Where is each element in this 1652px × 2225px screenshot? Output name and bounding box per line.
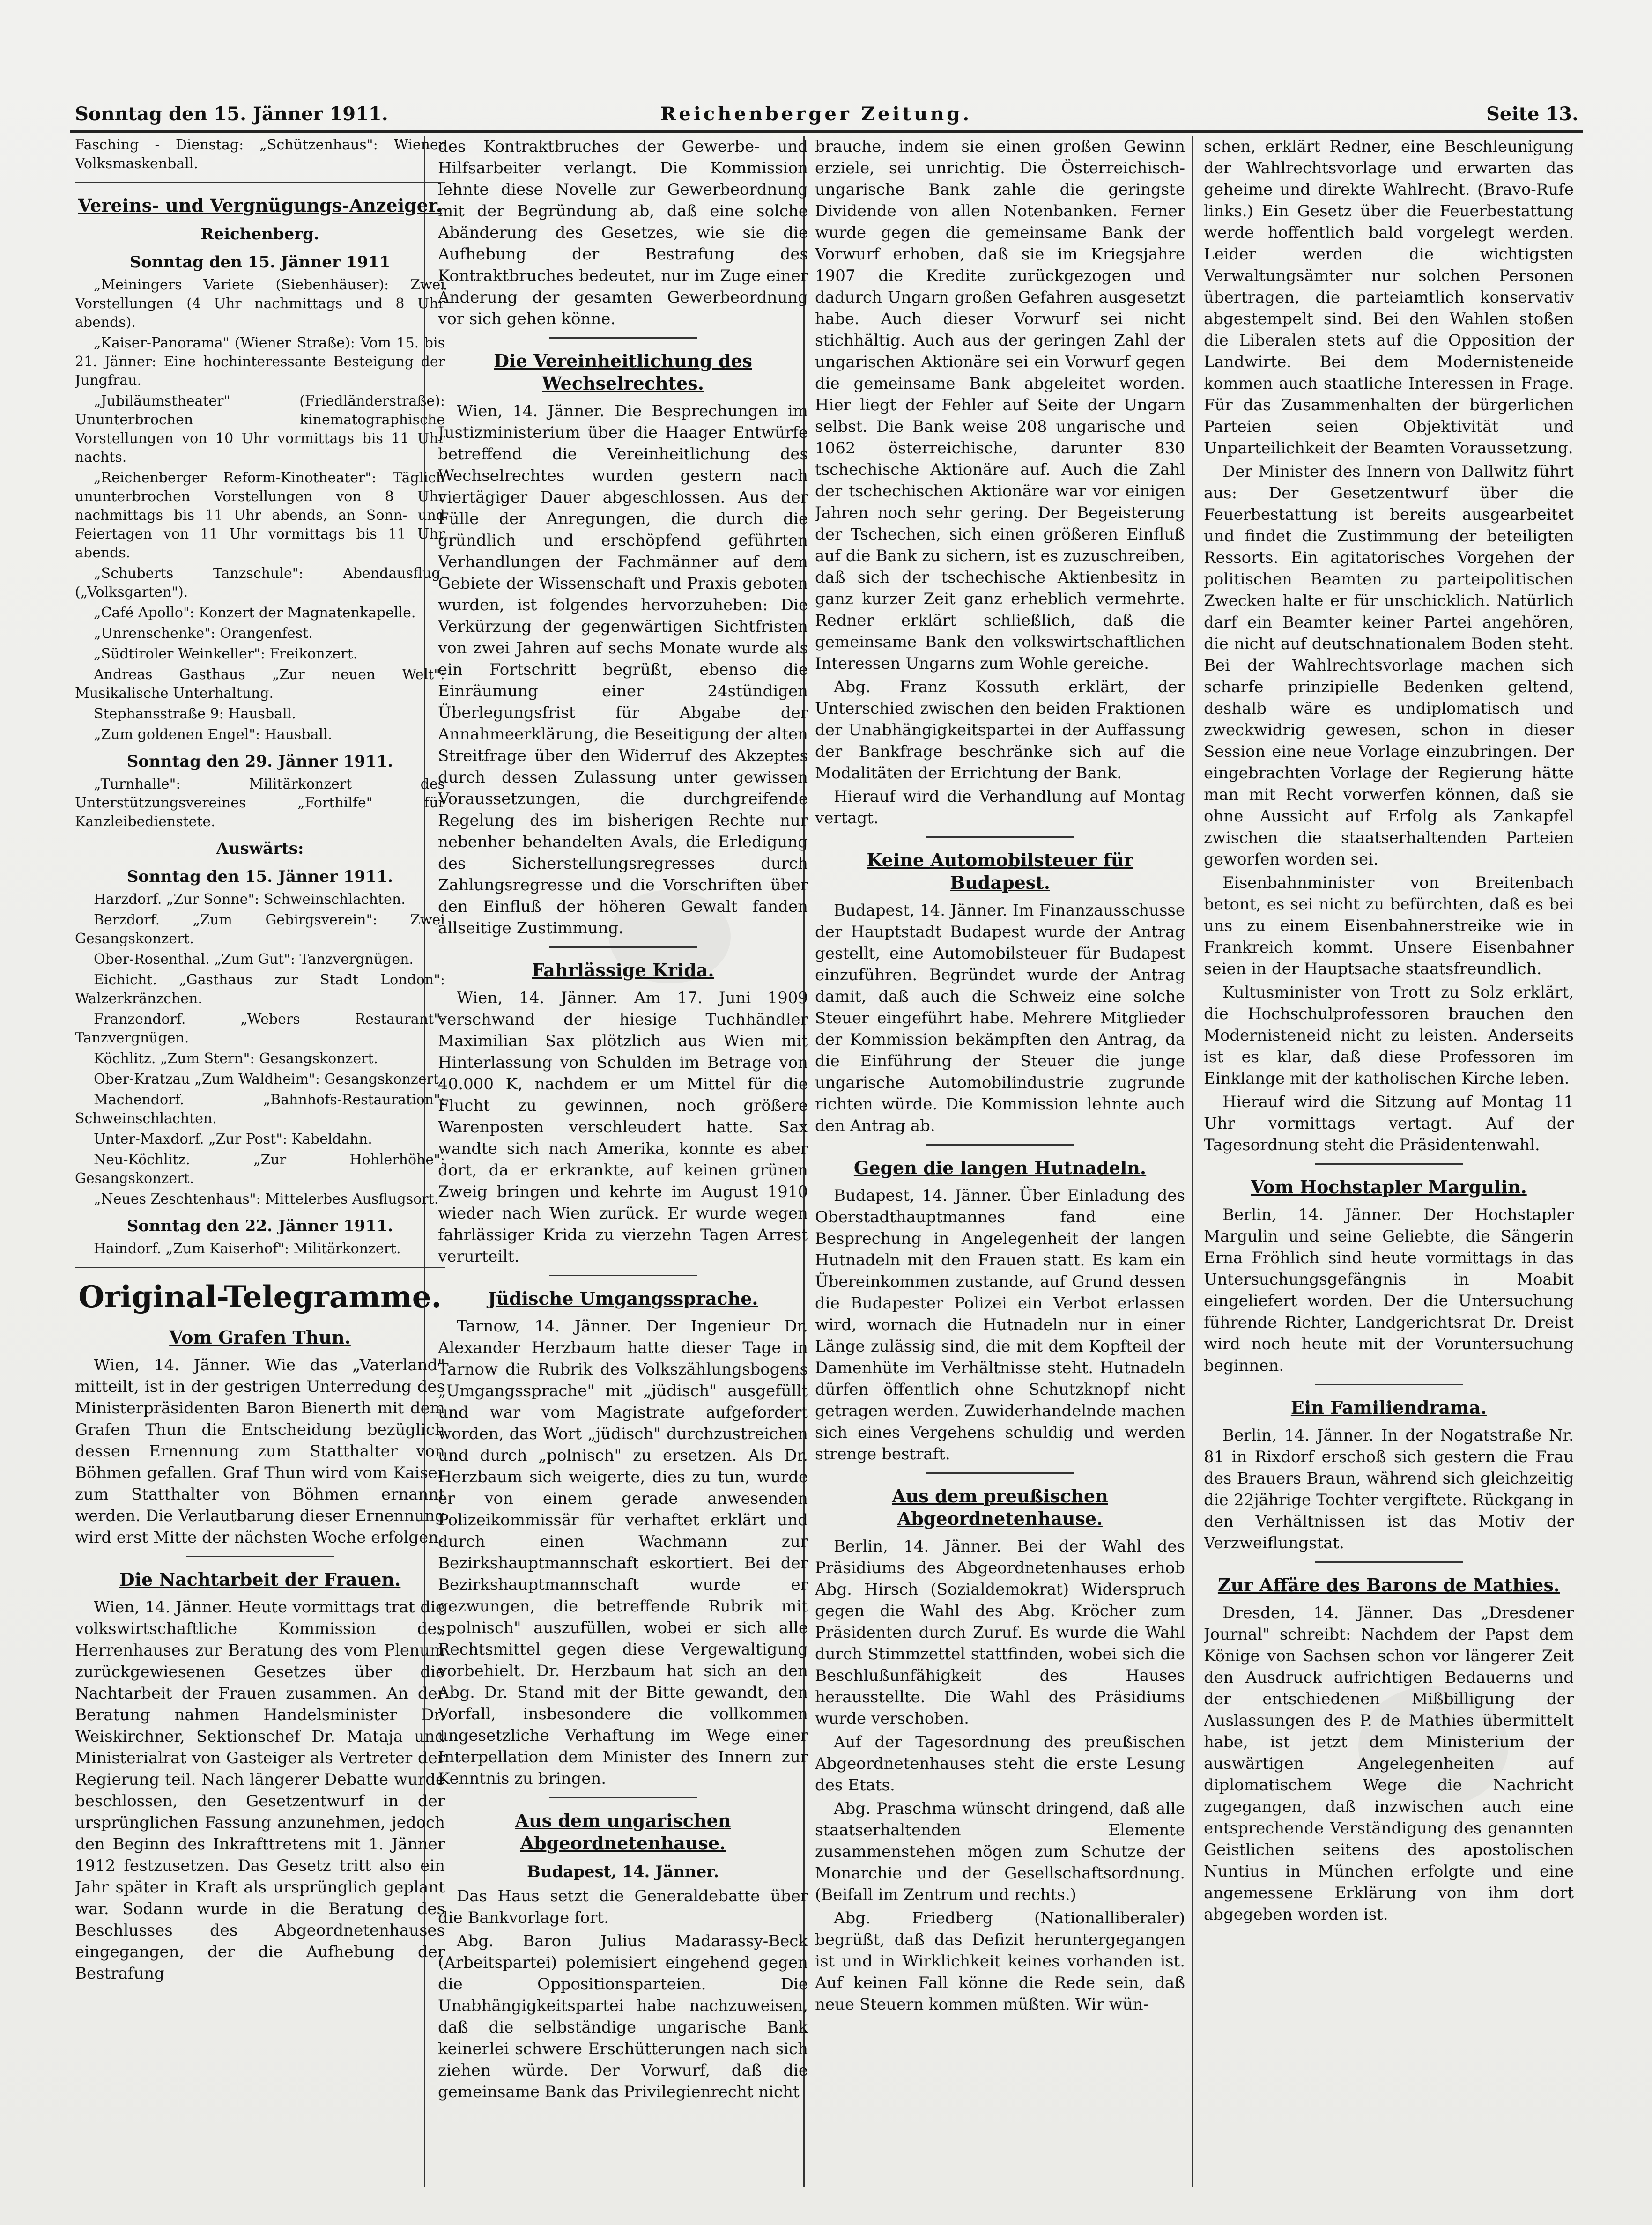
article-title-thun: Vom Grafen Thun. [169,1327,351,1348]
date-heading: Sonntag den 15. Jänner 1911 [129,253,391,272]
article-body: Wien, 14. Jänner. Am 17. Juni 1909 verschwand der hiesige Tuchhändler Maximilian Sax plötzlich aus Wien mit Hinterlassung von Schulden im Betrage von 40.000 K, nachdem er um Mittel für die Flucht zu gewinnen, noch größere Warenposten verschleudert hatte. Sax wandte sich nach Amerika, konnte es aber dort, da er erkrankte, auf keinen grünen Zweig bringen und kehrte im August 1910 wieder nach Wien zurück. Er wurde wegen fahrlässiger Krida zu vierzehn Tagen Arrest verurteilt. [438,989,808,1266]
article-title-ungarisch: Aus dem ungarischen Abgeordnetenhause. [515,1810,731,1854]
article-title-margulin: Vom Hochstapler Margulin. [1251,1176,1527,1198]
article-title-umgangssprache: Jüdische Umgangssprache. [488,1288,758,1309]
divider [549,1275,697,1276]
page-number: Seite 13. [1486,103,1578,125]
article-body: schen, erklärt Redner, eine Beschleunigung der Wahlrechtsvorlage und erwarten das geheime und direkte Wahlrecht. (Bravo-Rufe links.) Ein Gesetz über die Feuerbestattung werde hoffentlich bald vorgelegt werden. Leider werden die wichtigsten Verwaltungsämter nur solchen Personen übertragen, die parteiamtlich konservativ abgestempelt sind. Bei den Wahlen stoßen die Liberalen stets auf die Opposition der Landwirte. Bei dem Modernisteneide kommen auch staatliche Interessen in Frage. Für das Zusammenhalten der bürgerlichen Parteien seien Objektivität und Unparteilichkeit der Beamten Voraussetzung. [1204,137,1574,458]
article-title-krida: Fahrlässige Krida. [532,960,714,981]
event-item: Harzdorf. „Zur Sonne": Schweinschlachten. [94,891,406,908]
event-item: Ober-Kratzau „Zum Waldheim": Gesangskonzert. [94,1071,444,1087]
article-body: Wien, 14. Jänner. Wie das „Vaterland" mitteilt, ist in der gestrigen Unterredung des Ministerpräsidenten Baron Bienerth mit dem Grafen Thun die Entscheidung bezüglich dessen Ernennung zum Statthalter von Böhmen gefallen. Graf Thun wird vom Kaiser zum Statthalter von Böhmen ernannt werden. Die Verlautbarung dieser Ernennung wird erst Mitte der nächsten Woche erfolgen. [75,1356,445,1547]
date-heading: Sonntag den 15. Jänner 1911. [126,867,393,886]
article-body: Abg. Friedberg (Nationalliberaler) begrüßt, daß das Defizit heruntergegangen ist und in Wirklichkeit keines vorhanden ist. Auf keinen Fall könne die Rede sein, daß neue Steuern kommen müßten. Wir wün- [815,1909,1185,2014]
article-body: Tarnow, 14. Jänner. Der Ingenieur Dr. Alexander Herzbaum hatte dieser Tage in Tarnow die Rubrik des Volkszählungsbogens „Umgangssprache" mit „jüdisch" ausgefüllt und war vom Magistrate aufgefordert worden, das Wort „jüdisch" durchzustreichen und durch „polnisch" zu ersetzen. Als Dr. Herzbaum sich weigerte, dies zu tun, wurde er von einem gerade anwesenden Polizeikommissär für verhaftet erklärt und durch einen Wachmann zur Bezirkshauptmannschaft eskortiert. Bei der Bezirkshauptmannschaft wurde er gezwungen, die betreffende Rubrik mit „polnisch" auszufüllen, wobei er sich alle Rechtsmittel gegen diese Vergewaltigung vorbehielt. Dr. Herzbaum hat sich an den Abg. Dr. Stand mit der Bitte gewandt, den Vorfall, insbesondere die vollkommen ungesetzliche Verhaftung im Wege einer Interpellation dem Minister des Innern zur Kenntnis zu bringen. [438,1317,808,1788]
column-rule [1192,136,1193,2187]
event-item: „Südtiroler Weinkeller": Freikonzert. [94,646,358,662]
event-item: Ober-Rosenthal. „Zum Gut": Tanzvergnügen. [94,951,414,968]
header-date: Sonntag den 15. Jänner 1911. [75,103,388,125]
divider [1315,1561,1463,1563]
article-title-hutnadeln: Gegen die langen Hutnadeln. [853,1157,1147,1178]
event-item: Andreas Gasthaus „Zur neuen Welt": Musikalische Unterhaltung. [75,666,445,702]
column-3 [815,136,1185,2187]
article-body: Abg. Praschma wünscht dringend, daß alle staatserhaltenden Elemente zusammenstehen mögen zum Schutze der Monarchie und der Gesellschaftsordnung. (Beifall im Zentrum und rechts.) [815,1799,1185,1904]
event-item: Eichicht. „Gasthaus zur Stadt London": Walzerkränzchen. [75,972,445,1007]
city-heading: Reichenberg. [200,225,319,244]
article-body: brauche, indem sie einen großen Gewinn erziele, sei unrichtig. Die Österreichisch-ungarische Bank zahle die geringste Dividende von allen Notenbanken. Ferner wurde gegen die gemeinsame Bank der Vorwurf erhoben, daß sie im Kriegsjahre 1907 die Kredite zurückgezogen und dadurch Ungarn großen Gefahren ausgesetzt habe. Auch dieser Vorwurf sei nicht stichhältig. Auch aus der geringen Zahl der ungarischen Aktionäre sei ein Vorwurf gegen die gemeinsame Bank abgeleitet worden. Hier liegt der Fehler auf Seite der Ungarn selbst. Die Bank weise 208 ungarische und 1062 österreichische, darunter 830 tschechische Aktionäre auf. Auch die Zahl der tschechischen Aktionäre war vor einigen Jahren noch sehr gering. Der Begeisterung der Tschechen, sich einen größeren Einfluß auf die Bank zu sichern, ist es zuzuschreiben, daß sich der tschechische Aktienbesitz in ganz kurzer Zeit ganz erheblich vermehrte. Redner erklärt schließlich, daß die gemeinsame Bank den volkswirtschaftlichen Interessen Ungarns zum Wohle gereiche. [815,137,1185,673]
article-body: Hierauf wird die Verhandlung auf Montag vertagt. [815,787,1185,828]
article-body: Berlin, 14. Jänner. In der Nogatstraße Nr. 81 in Rixdorf erschoß sich gestern die Frau des Brauers Braun, während sich gleichzeitig die 22jährige Tochter vergiftete. Rückgang in den Verhältnissen ist das Motiv der Verzweiflungstat. [1204,1426,1574,1552]
section-title-vereins: Vereins- und Vergnügungs-Anzeiger. [78,195,442,216]
header-rule [70,130,1583,133]
event-item: „Neues Zeschtenhaus": Mittelerbes Ausflugsort. [94,1191,439,1207]
column-1 [75,136,445,2187]
article-body: Kultusminister von Trott zu Solz erklärt, die Hochschulprofessoren brauchen den Modernisteneid nicht zu leisten. Anderseits ist es klar, daß diese Professoren im Einklange mit der katholischen Kirche leben. [1204,983,1574,1088]
article-body: Wien, 14. Jänner. Heute vormittags trat die volkswirtschaftliche Kommission des Herrenhauses zur Beratung des vom Plenum zurückgewiesenen Gesetzes über die Nachtarbeit der Frauen zusammen. An der Beratung nahmen Handelsminister Dr. Weiskirchner, Sektionschef Dr. Mataja und Ministerialrat von Gasteiger als Vertreter der Regierung teil. Nach längerer Debatte wurde beschlossen, den Gesetzentwurf in der ursprünglichen Fassung anzunehmen, jedoch den Beginn des Inkrafttretens mit 1. Jänner 1912 festzusetzen. Das Gesetz tritt also ein Jahr später in Kraft als ursprünglich geplant war. Sodann wurde in die Beratung des Beschlusses des Abgeordnetenhauses eingegangen, der die Aufhebung der Bestrafung [75,1598,445,1983]
event-item: Berzdorf. „Zum Gebirgsverein": Zwei Gesangskonzert. [75,912,445,947]
article-body: des Kontraktbruches der Gewerbe- und Hilfsarbeiter verlangt. Die Kommission lehnte diese Novelle zur Gewerbeordnung mit der Begründung ab, daß eine solche Abänderung des Gesetzes, wie sie die Aufhebung der Bestrafung des Kontraktbruches bedeutet, nur im Zuge einer Änderung der gesamten Gewerbeordnung vor sich gehen könne. [438,137,808,328]
date-heading: Sonntag den 29. Jänner 1911. [126,752,393,771]
event-item: „Turnhalle": Militärkonzert des Unterstützungsvereines „Forthilfe" für Kanzleibedienstete. [75,776,445,830]
event-item: „Café Apollo": Konzert der Magnatenkapelle. [94,605,416,621]
divider [75,1267,445,1268]
event-item: „Kaiser-Panorama" (Wiener Straße): Vom 15. bis 21. Jänner: Eine hochinteressante Besteigung der Jungfrau. [75,335,445,389]
event-item: Unter-Maxdorf. „Zur Post": Kabeldahn. [94,1131,372,1147]
article-title-familiendrama: Ein Familiendrama. [1290,1397,1487,1418]
event-item: Franzendorf. „Webers Restaurant": Tanzvergnügen. [75,1011,445,1046]
column-4 [1204,136,1574,2187]
event-item: Haindorf. „Zum Kaiserhof": Militärkonzert. [94,1241,401,1257]
event-item: Köchlitz. „Zum Stern": Gesangskonzert. [94,1050,378,1067]
article-body: Abg. Baron Julius Madarassy-Beck (Arbeitspartei) polemisiert eingehend gegen die Oppositionsparteien. Die Unabhängigkeitspartei habe nachzuweisen, daß die selbständige ungarische Bank keinerlei schwere Erschütterungen nach sich ziehen würde. Der Vorwurf, daß die gemeinsame Bank das Privilegienrecht nicht [438,1932,808,2101]
divider [549,1797,697,1798]
article-body: Der Minister des Innern von Dallwitz führt aus: Der Gesetzentwurf über die Feuerbestattung ist bereits ausgearbeitet und findet die Zustimmung der beteiligten Ressorts. Ein agitatorisches Vorgehen der politischen Beamten zu parteipolitischen Zwecken halte er für unschicklich. Natürlich darf ein Beamter keiner Partei angehören, die nicht auf deutschnationalem Boden steht. Bei der Wahlrechtsvorlage machen sich scharfe prinzipielle Bedenken geltend, deshalb wäre es undiplomatisch und zweckwidrig gewesen, schon in dieser Session eine neue Vorlage einzubringen. Der eingebrachten Vorlage der Regierung hätte man mit Recht vorwerfen können, daß sie ohne Aussicht auf Erfolg als Zankapfel zwischen die staatserhaltenden Parteien geworfen worden sei. [1204,462,1574,869]
divider [926,836,1074,838]
article-body: Abg. Franz Kossuth erklärt, der Unterschied zwischen den beiden Fraktionen der Unabhängigkeitspartei in der Auffassung der Bankfrage beschränke sich auf die Modalitäten der Errichtung der Bank. [815,678,1185,783]
event-item: „Reichenberger Reform-Kinotheater": Täglich ununterbrochen Vorstellungen von 8 Uhr nachmittags bis 11 Uhr abends, an Sonn- und Feiertagen von 11 Uhr vormittags bis 11 Uhr abends. [75,470,445,561]
divider [75,182,445,183]
divider [1315,1163,1463,1165]
event-item: Stephansstraße 9: Hausball. [94,706,296,722]
article-body: Dresden, 14. Jänner. Das „Dresdener Journal" schreibt: Nachdem der Papst dem Könige von Sachsen schon vor längerer Zeit den Ausdruck aufrichtigen Bedauerns und der entschiedenen Mißbilligung der Auslassungen des P. de Mathies übermittelt habe, ist jetzt dem Ministerium der auswärtigen Angelegenheiten auf diplomatischem Wege die Nachricht zugegangen, daß inzwischen auch eine entsprechende Verständigung des genannten Geistlichen seitens des apostolischen Nuntius in München erfolgte und eine angemessene Erklärung von ihm dort abgegeben worden ist. [1204,1604,1574,1924]
event-item: Neu-Köchlitz. „Zur Hohlerhöhe": Gesangskonzert. [75,1152,445,1187]
article-body: Budapest, 14. Jänner. Über Einladung des Oberstadthauptmannes fand eine Besprechung in Angelegenheit der langen Hutnadeln mit den Frauen statt. Es kam ein Übereinkommen zustande, auf Grund dessen die Budapester Polizei ein Verbot erlassen wird, wornach die Hutnadeln nur in einer Länge zulässig sind, die mit dem Kopfteil der Damenhüte im Verhältnisse steht. Hutnadeln dürfen öffentlich ohne Schutzknopf nicht getragen werden. Zuwiderhandelnde machen sich eines Vergehens schuldig und werden strenge bestraft. [815,1186,1185,1464]
article-body: Berlin, 14. Jänner. Bei der Wahl des Präsidiums des Abgeordnetenhauses erhob Abg. Hirsch (Sozialdemokrat) Widerspruch gegen die Wahl des Abg. Kröcher zum Präsidenten durch Zuruf. Es wurde die Wahl durch Stimmzettel stattfinden, wobei sich die Beschlußunfähigkeit des Hauses herausstellte. Die Wahl des Präsidiums wurde verschoben. [815,1537,1185,1728]
event-item: Machendorf. „Bahnhofs-Restauration": Schweinschlachten. [75,1092,445,1127]
event-item: „Meiningers Variete (Siebenhäuser): Zwei Vorstellungen (4 Uhr nachmittags und 8 Uhr abends). [75,277,445,331]
article-body: Wien, 14. Jänner. Die Besprechungen im Justizministerium über die Haager Entwürfe betreffend die Vereinheitlichung des Wechselrechtes wurden gestern nach viertägiger Dauer abgeschlossen. Aus der Fülle der Anregungen, die durch die gründlich und erschöpfend geführten Verhandlungen der Fachmänner auf dem Gebiete der Wissenschaft und Praxis geboten wurden, ist folgendes hervorzuheben: Die Verkürzung der gegenwärtigen Sichtfristen von zwei Jahren auf sechs Monate wurde als ein Fortschritt begrüßt, ebenso die Einräumung einer 24stündigen Überlegungsfrist für Abgabe der Annahmeerklärung, die Beseitigung der alten Streitfrage über den Widerruf des Akzeptes durch dessen Zulassung unter gewissen Voraussetzungen, die durchgreifende Regelung des im bisherigen Rechte nur nebenher behandelten Avals, die Erledigung des Sicherstellungsregresses durch Zahlungsregresse und die Vorschriften über den Einfluß der höheren Gewalt fanden allseitige Zustimmung. [438,402,808,938]
divider [926,1144,1074,1146]
section-title-telegramme: Original-Telegramme. [78,1279,442,1315]
article-body: Budapest, 14. Jänner. Im Finanzausschusse der Hauptstadt Budapest wurde der Antrag gestellt, eine Automobilsteuer für Budapest einzuführen. Begründet wurde der Antrag damit, daß auch die Schweiz eine solche Steuer eingeführt habe. Mehrere Mitglieder der Kommission bekämpften den Antrag, da die Einführung der Steuer die junge ungarische Automobilindustrie zugrunde richten würde. Die Kommission lehnte auch den Antrag ab. [815,901,1185,1135]
event-item: „Zum goldenen Engel": Hausball. [94,726,333,743]
event-item: „Schuberts Tanzschule": Abendausflug. („Volksgarten"). [75,565,445,600]
fasching-notice: Fasching - Dienstag: „Schützenhaus": Wiener Volksmaskenball. [75,137,445,172]
article-title-mathies: Zur Affäre des Barons de Mathies. [1217,1575,1560,1596]
article-title-automobilsteuer: Keine Automobilsteuer für Budapest. [867,850,1133,893]
date-heading: Sonntag den 22. Jänner 1911. [126,1217,393,1235]
auswaerts-heading: Auswärts: [216,839,304,858]
article-body: Berlin, 14. Jänner. Der Hochstapler Margulin und seine Geliebte, die Sängerin Erna Fröhlich sind heute vormittags in das Untersuchungsgefängnis in Moabit eingeliefert worden. Der die Untersuchung führende Richter, Landgerichtsrat Dr. Dreist wird noch heute mit der Voruntersuchung beginnen. [1204,1205,1574,1375]
article-title-wechselrecht: Die Vereinheitlichung des Wechselrechtes. [494,350,752,394]
event-item: „Jubiläumstheater" (Friedländerstraße): Ununterbrochen kinematographische Vorstellungen von 10 Uhr vormittags bis 11 Uhr nachts. [75,393,445,466]
page-header [70,94,1583,131]
divider [1315,1384,1463,1385]
newspaper-title: Reichenberger Zeitung. [660,103,972,125]
divider [549,946,697,948]
article-body: Eisenbahnminister von Breitenbach betont, es sei nicht zu befürchten, daß es bei uns zu einem Eisenbahnerstreike wie in Frankreich kommt. Unsere Eisenbahner seien in der Hauptsache staatsfreundlich. [1204,873,1574,978]
divider [186,1556,334,1557]
divider [926,1472,1074,1474]
divider [549,337,697,339]
event-item: „Unrenschenke": Orangenfest. [94,625,313,642]
column-2 [438,136,808,2187]
dateline: Budapest, 14. Jänner. [527,1863,719,1881]
article-title-nachtarbeit: Die Nachtarbeit der Frauen. [119,1569,401,1590]
article-body: Das Haus setzt die Generaldebatte über die Bankvorlage fort. [438,1887,808,1927]
article-title-preussisch: Aus dem preußischen Abgeordnetenhause. [892,1486,1108,1529]
article-body: Auf der Tagesordnung des preußischen Abgeordnetenhauses steht die erste Lesung des Etats. [815,1733,1185,1795]
article-body: Hierauf wird die Sitzung auf Montag 11 Uhr vormittags vertagt. Auf der Tagesordnung steht die Präsidentenwahl. [1204,1093,1574,1154]
